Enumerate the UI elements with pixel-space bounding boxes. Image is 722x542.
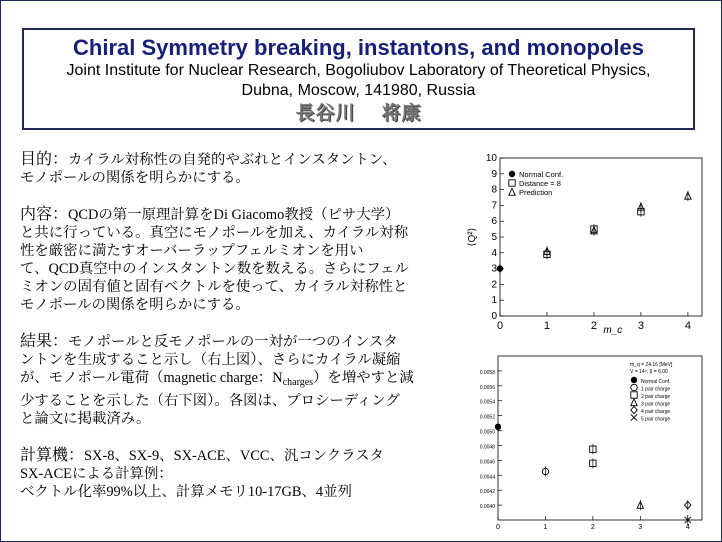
x-axis-label: m_c [603,325,623,336]
legend-marker [509,180,515,186]
y-tick-label: 10 [485,153,497,164]
results-line-5: と論文に掲載済み。 [20,411,151,427]
content-line-2: と共に行っている。真空にモノポールを加え、カイラル対称 [20,225,409,241]
author-family-name: 長谷川 [295,102,356,124]
x-tick-label: 2 [590,320,598,332]
x-tick-label: 1 [543,320,551,332]
computer-line-3a: ベクトル化率 [20,484,107,500]
legend-marker [631,377,637,383]
content-line-3: 性を厳密に満たすオーバーラップフェルミオンを用い [20,243,364,259]
x-tick-label: 4 [685,524,690,531]
y-tick-label: 0.0042 [479,489,495,496]
computer-label: 計算機： [20,445,85,464]
y-tick-label: 0.0052 [479,414,495,421]
legend-marker [509,171,515,177]
instanton-number-plot [462,150,712,338]
legend-marker [631,384,637,390]
affiliation-line-2: Dubna, Moscow, 141980, Russia [241,82,476,99]
y-tick-label: 7 [491,200,497,212]
y-tick-label: 0.0054 [479,399,495,406]
content-line-5: ミオンの固有値と固有ベクトルを使って、カイラル対称性と [20,279,408,295]
results-line-1: モノポールと反モノポールの一対が一つのインスタ [68,334,398,350]
results-line-3a: が、モノポール電荷（ [20,370,164,386]
y-tick-label: 9 [491,168,497,180]
computer-line-3g: 並列 [323,484,352,500]
legend-label: Normal Conf. [519,170,564,179]
y-tick-label: 0.0044 [479,474,495,481]
y-tick-label: 4 [491,247,497,259]
legend-label: 2 pair charge [641,394,671,400]
y-tick-label: 8 [491,184,497,196]
computer-line-3e: 、 [301,484,316,500]
results-line-3c: ）を増やすと減 [313,370,414,386]
legend-marker [631,399,637,406]
y-tick-label: 0.0040 [479,504,495,511]
data-point [497,265,503,271]
plot-frame [498,356,702,520]
content-line-1c: Di Giacomo [213,207,285,223]
computer-line-2a: SX-ACE [20,466,72,482]
y-tick-label: 1 [491,295,497,307]
legend-label: Prediction [519,188,553,197]
legend-label: 3 pair charge [641,401,671,408]
x-tick-label: 3 [638,524,643,531]
body-text [20,150,468,519]
results-line-4: 少することを示した（右下図）。各図は、プロシーディング [20,393,400,409]
computer-line-1: SX-8、SX-9、SX-ACE、VCC、汎コンクラスタ [84,448,384,464]
computer-line-2b: による計算例： [71,466,173,482]
computer-line-3b: 99% [106,484,133,500]
x-tick-label: 0 [496,524,500,531]
purpose-line-1: カイラル対称性の自発的やぶれとインスタントン、 [68,152,397,168]
results-label: 結果： [20,331,69,350]
y-tick-label: 3 [491,263,497,275]
content-line-4b: QCD [48,261,79,277]
computer-line-3c: 以上、計算メモリ [132,484,248,500]
y-tick-label: 2 [491,279,497,291]
x-tick-label: 2 [590,524,595,531]
legend-label: Normal Conf. [641,379,671,385]
results-line-3-subscript: charges [282,377,314,388]
legend-marker [509,188,515,195]
purpose-label: 目的： [20,149,69,168]
content-label: 内容： [20,204,69,223]
computer-line-3d: 10-17GB [247,484,302,500]
computer-line-3f: 4 [315,484,324,500]
content-line-1a: QCD [68,207,99,223]
y-tick-label: 5 [491,232,497,243]
x-tick-label: 3 [637,320,644,332]
author-given-name: 将康 [381,102,422,124]
content-line-1b: の第一原理計算を [98,207,214,223]
legend-label: Distance = 8 [519,179,561,188]
title-box [22,28,695,130]
author-name [24,101,693,125]
chiral-condensate-plot [462,350,712,538]
content-line-6: モノポールの関係を明らかにする。 [20,297,250,313]
computer-section [20,446,468,501]
x-tick-label: 4 [684,320,691,332]
slide-title: Chiral Symmetry breaking, instantons, and monopoles [73,35,644,60]
legend-marker [631,414,637,420]
content-section [20,205,468,314]
content-line-4a: て、 [20,261,49,277]
data-point [495,424,501,430]
affiliation-line-1: Joint Institute for Nuclear Research, Bogoliubov Laboratory of Theoretical Physics, [66,62,651,79]
legend-label: 1 pair charge [641,386,671,393]
y-tick-label: 0 [491,311,497,322]
plot-annotation: m_q = 24.16 [MeV] [630,362,673,368]
x-tick-label: 1 [543,524,548,531]
legend-label: 5 pair charge [641,416,671,423]
legend-marker [631,406,637,413]
y-tick-label: 0.0058 [479,369,495,376]
content-line-4c: 真空中のインスタントン数を数える。さらにフェル [78,261,409,277]
purpose-section [20,150,468,187]
y-tick-label: 6 [491,216,497,228]
legend-marker [631,392,637,398]
y-tick-label: 0.0048 [479,444,495,451]
y-axis-label: ⟨Q²⟩ [467,227,478,247]
results-line-3b: magnetic charge：N [163,370,283,386]
purpose-line-2: モノポールの関係を明らかにする。 [20,170,250,186]
y-tick-label: 0.0056 [479,384,495,391]
results-section [20,332,468,428]
results-line-2: ントンを生成すること示し（右上図）、さらにカイラル凝縮 [20,352,401,368]
plot-annotation: V = 14⁴, β = 6.00 [630,369,668,375]
x-tick-label: 0 [496,320,504,332]
content-line-1d: 教授（ピサ大学） [284,207,400,223]
legend-label: 4 pair charge [641,409,671,415]
y-tick-label: 0.0046 [479,459,495,466]
y-tick-label: 0.0050 [479,429,495,436]
